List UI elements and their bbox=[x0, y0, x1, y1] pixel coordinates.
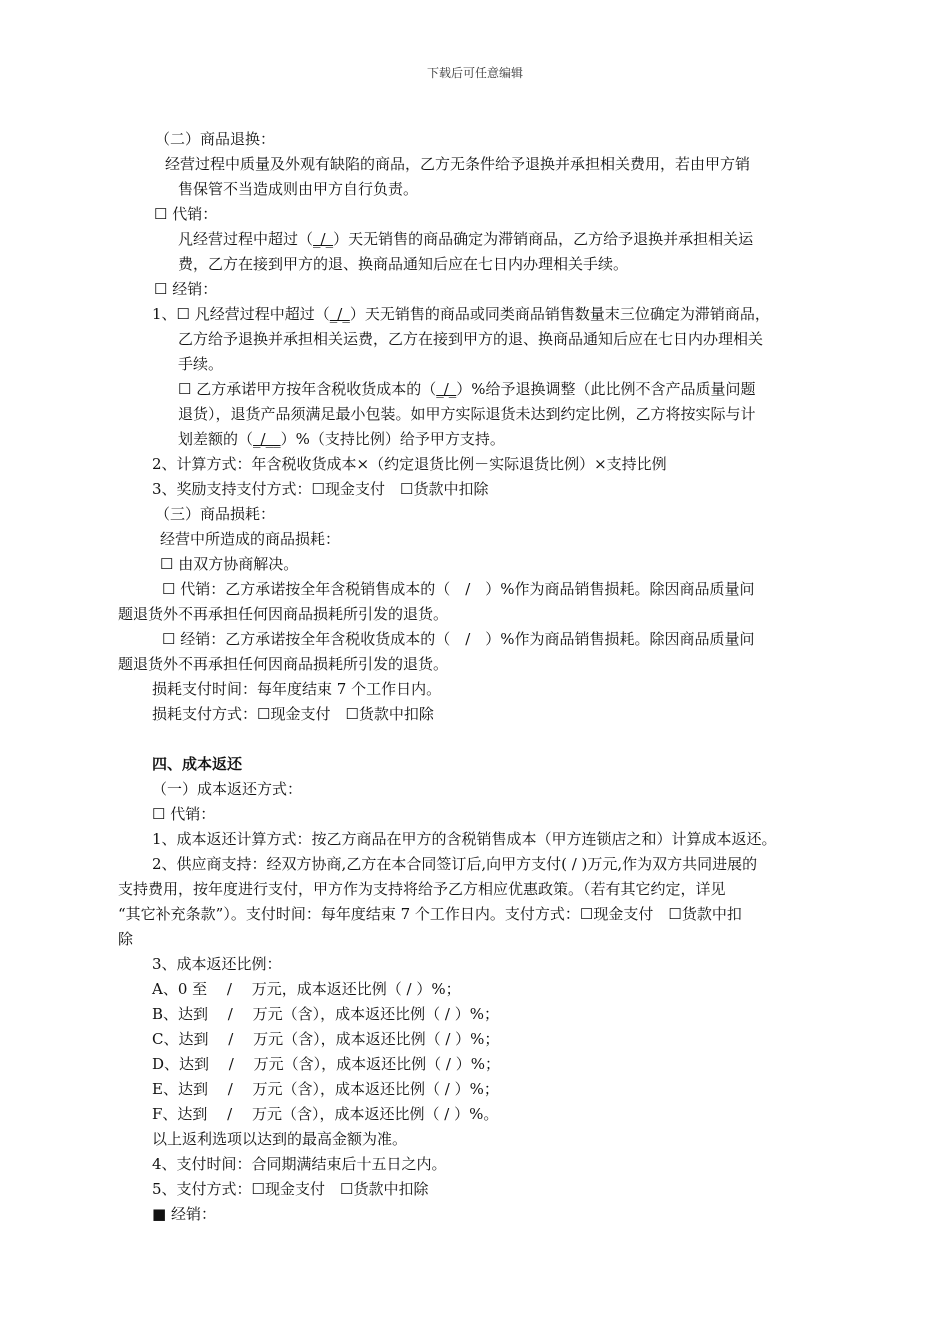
rebate-tier: D、达到 / 万元（含），成本返还比例（ / ）%； bbox=[152, 1055, 500, 1073]
section-title-rebate-method: （一）成本返还方式： bbox=[152, 780, 303, 798]
blank-field: _/__ bbox=[253, 430, 281, 448]
paragraph-line: 2、供应商支持：经双方协商,乙方在本合同签订后,向甲方支付( / )万元,作为双方共同进展的 bbox=[152, 855, 758, 873]
paragraph-line: 除 bbox=[118, 930, 134, 948]
section-title-returns: （二）商品退换： bbox=[155, 130, 276, 148]
paragraph-line: “其它补充条款”）。支付时间：每年度结束 7 个工作日内。支付方式：☐现金支付 ☐货款中扣 bbox=[118, 905, 742, 923]
paragraph-line: ☐ 由双方协商解决。 bbox=[160, 555, 299, 573]
paragraph-line bbox=[152, 304, 770, 324]
paragraph-line: 损耗支付方式：☐现金支付 ☐货款中扣除 bbox=[152, 705, 434, 723]
paragraph-line: 2、计算方式：年含税收货成本×（约定退货比例－实际退货比例）×支持比例 bbox=[152, 455, 667, 473]
text-fragment: ）天无销售的商品或同类商品销售数量末三位确定为滞销商品， bbox=[349, 305, 770, 323]
text-fragment: 划差额的（ bbox=[178, 430, 254, 448]
text-fragment: ）%给予退换调整（此比例不含产品质量问题 bbox=[456, 380, 756, 398]
paragraph-line bbox=[178, 229, 753, 249]
checkbox-distribution-checked: ■ 经销： bbox=[152, 1205, 216, 1223]
paragraph-line bbox=[178, 429, 505, 449]
rebate-tier: F、达到 / 万元（含），成本返还比例（ / ）%。 bbox=[152, 1105, 499, 1123]
paragraph-line: 3、成本返还比例： bbox=[152, 955, 282, 973]
blank-field: _/_ bbox=[313, 230, 334, 248]
paragraph-line: 损耗支付时间：每年度结束 7 个工作日内。 bbox=[152, 680, 442, 698]
text-fragment: ）%（支持比例）给予甲方支持。 bbox=[280, 430, 505, 448]
paragraph-line: 乙方给予退换并承担相关运费，乙方在接到甲方的退、换商品通知后应在七日内办理相关 bbox=[178, 330, 764, 348]
paragraph-line: 费，乙方在接到甲方的退、换商品通知后应在七日内办理相关手续。 bbox=[178, 255, 629, 273]
checkbox-distribution: ☐ 经销： bbox=[154, 280, 218, 298]
paragraph-line: 5、支付方式：☐现金支付 ☐货款中扣除 bbox=[152, 1180, 429, 1198]
rebate-tier: C、达到 / 万元（含），成本返还比例（ / ）%； bbox=[152, 1030, 500, 1048]
section-heading-cost-rebate: 四、成本返还 bbox=[152, 755, 243, 773]
rebate-tier: A、0 至 / 万元，成本返还比例（ / ）%； bbox=[152, 980, 461, 998]
paragraph-line: ☐ 代销：乙方承诺按全年含税销售成本的（ / ）%作为商品销售损耗。除因商品质量问 bbox=[162, 580, 755, 598]
paragraph-line: 售保管不当造成则由甲方自行负责。 bbox=[178, 180, 419, 198]
paragraph-line: 以上返利选项以达到的最高金额为准。 bbox=[152, 1130, 408, 1148]
paragraph-line bbox=[178, 379, 756, 399]
text-fragment: ）天无销售的商品确定为滞销商品，乙方给予退换并承担相关运 bbox=[333, 230, 754, 248]
paragraph-line: 4、支付时间：合同期满结束后十五日之内。 bbox=[152, 1155, 447, 1173]
blank-field: _/_ bbox=[436, 380, 457, 398]
text-fragment: 凡经营过程中超过（ bbox=[178, 230, 314, 248]
paragraph-line: 1、成本返还计算方式：按乙方商品在甲方的含税销售成本（甲方连锁店之和）计算成本返还。 bbox=[152, 830, 777, 848]
paragraph-line: ☐ 经销：乙方承诺按全年含税收货成本的（ / ）%作为商品销售损耗。除因商品质量问 bbox=[162, 630, 755, 648]
checkbox-consignment: ☐ 代销： bbox=[152, 805, 216, 823]
paragraph-line: 3、奖励支持支付方式：☐现金支付 ☐货款中扣除 bbox=[152, 480, 489, 498]
rebate-tier: B、达到 / 万元（含），成本返还比例（ / ）%； bbox=[152, 1005, 499, 1023]
checkbox-consignment: ☐ 代销： bbox=[154, 205, 218, 223]
paragraph-line: 题退货外不再承担任何因商品损耗所引发的退货。 bbox=[118, 655, 449, 673]
paragraph-line: 经营过程中质量及外观有缺陷的商品，乙方无条件给予退换并承担相关费用，若由甲方销 bbox=[165, 155, 751, 173]
paragraph-line: 题退货外不再承担任何因商品损耗所引发的退货。 bbox=[118, 605, 449, 623]
section-title-loss: （三）商品损耗： bbox=[155, 505, 276, 523]
paragraph-line: 退货），退货产品须满足最小包装。如甲方实际退货未达到约定比例，乙方将按实际与计 bbox=[178, 405, 756, 423]
paragraph-line: 支持费用，按年度进行支付，甲方作为支持将给予乙方相应优惠政策。（若有其它约定，详见 bbox=[118, 880, 726, 898]
rebate-tier: E、达到 / 万元（含），成本返还比例（ / ）%； bbox=[152, 1080, 499, 1098]
paragraph-line: 手续。 bbox=[178, 355, 224, 373]
text-fragment: ☐ 乙方承诺甲方按年含税收货成本的（ bbox=[178, 380, 437, 398]
paragraph-line: 经营中所造成的商品损耗： bbox=[160, 530, 341, 548]
text-fragment: 1、☐ 凡经营过程中超过（ bbox=[152, 305, 330, 323]
blank-field: _/_ bbox=[329, 305, 350, 323]
page-header-note: 下载后可任意编辑 bbox=[426, 66, 523, 80]
